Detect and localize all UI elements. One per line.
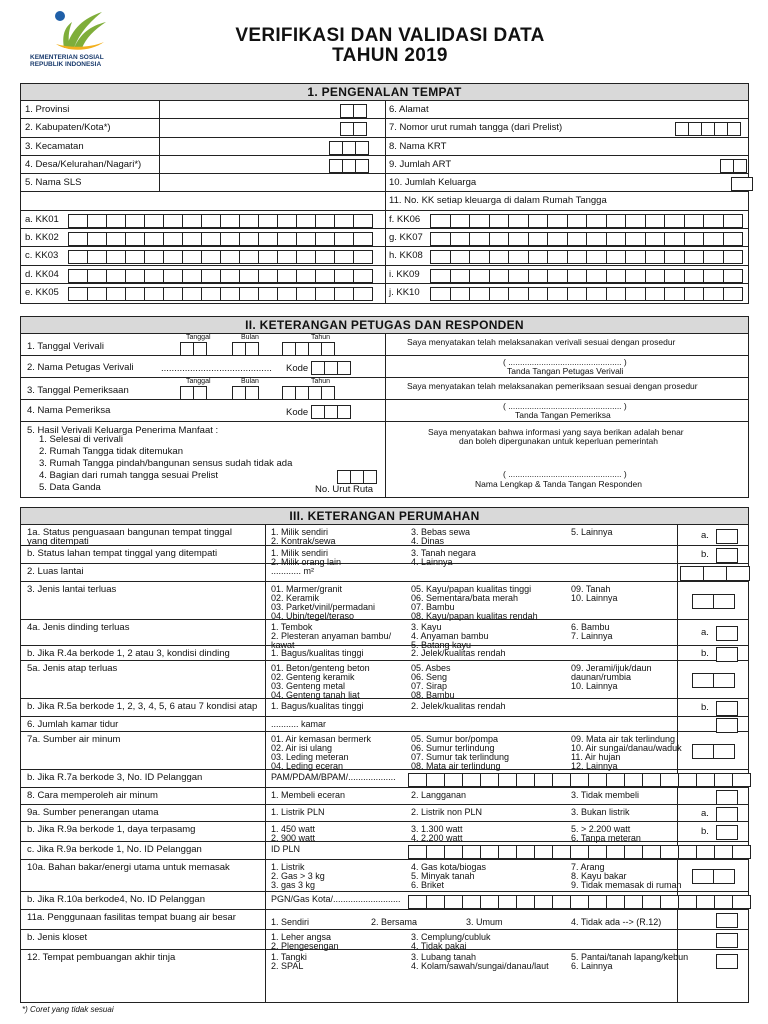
tahun-boxes[interactable] bbox=[283, 342, 335, 356]
s3-option: 08. Kayu/papan kualitas rendah bbox=[411, 611, 538, 621]
s3-option: 1. Bagus/kualitas tinggi bbox=[271, 701, 364, 711]
s3-option: 03. Leding meteran bbox=[271, 752, 349, 762]
label-desa: 4. Desa/Kelurahan/Nagari*) bbox=[25, 158, 142, 170]
tanggal-boxes[interactable] bbox=[181, 342, 207, 356]
s3-option: 06. Sementara/bata merah bbox=[411, 593, 519, 603]
label-tanggal: Tanggal bbox=[186, 334, 211, 341]
s3-option: 4. Kolam/sawah/sungai/danau/laut bbox=[411, 961, 549, 971]
signature-label-responden: Nama Lengkap & Tanda Tangan Responden bbox=[475, 479, 642, 489]
statement-responden-1: Saya menyatakan bahwa informasi yang saya berikan adalah benar bbox=[428, 427, 684, 437]
kk-label-right: g. KK07 bbox=[389, 232, 423, 244]
logo-text-line1: KEMENTERIAN SOSIAL bbox=[30, 54, 104, 61]
label-kecamatan: 3. Kecamatan bbox=[25, 140, 84, 152]
s3-option: 01. Marmer/granit bbox=[271, 584, 343, 594]
s3-option: 3. 1.300 watt bbox=[411, 824, 463, 834]
kk-label-left: c. KK03 bbox=[25, 250, 59, 262]
label-nomor-urut-rt: 7. Nomor urut rumah tangga (dari Prelist) bbox=[389, 122, 563, 134]
s3-option: 06. Sumur terlindung bbox=[411, 743, 495, 753]
label-nama-pemeriksa: 4. Nama Pemeriksa bbox=[27, 405, 111, 416]
s3-option: 09. Mata air tak terlindung bbox=[571, 734, 676, 744]
s3-option: 3. Cemplung/cubluk bbox=[411, 932, 491, 942]
kk-number-boxes-left[interactable] bbox=[69, 287, 373, 301]
label-tanggal-verivali: 1. Tanggal Verivali bbox=[27, 341, 104, 352]
kk-label-right: h. KK08 bbox=[389, 250, 423, 262]
label-hasil-verivali: 5. Hasil Verivali Keluarga Penerima Manfaat : bbox=[27, 425, 219, 436]
kk-number-boxes-right[interactable] bbox=[431, 232, 743, 246]
kk-number-boxes-left[interactable] bbox=[69, 250, 373, 264]
s3-option: 3. Tanah negara bbox=[411, 548, 476, 558]
kk-label-right: j. KK10 bbox=[389, 286, 420, 298]
bulan-pemeriksaan-boxes[interactable] bbox=[233, 386, 259, 400]
s3-option: 2. Listrik non PLN bbox=[411, 807, 483, 817]
s3-answer-boxes[interactable] bbox=[693, 673, 735, 688]
s3-answer-boxes[interactable] bbox=[717, 790, 738, 805]
s3-answer-key: b. bbox=[701, 702, 709, 713]
s3-option: 05. Asbes bbox=[411, 663, 451, 673]
s3-question: b. Jika R.4a berkode 1, 2 atau 3, kondisi dinding bbox=[27, 648, 230, 659]
s1-row bbox=[21, 101, 748, 119]
kk-label-right: i. KK09 bbox=[389, 268, 420, 280]
s3-option: ID PLN bbox=[271, 844, 301, 854]
kk-row bbox=[21, 211, 748, 229]
kk-label-left: e. KK05 bbox=[25, 286, 59, 298]
s3-option: 2. Kontrak/sewa bbox=[271, 536, 336, 546]
s3-option: 1. Tembok bbox=[271, 622, 313, 632]
label-bulan: Bulan bbox=[241, 334, 259, 341]
s3-question: 8. Cara memperoleh air minum bbox=[27, 790, 158, 801]
label-kode-pemeriksa: Kode bbox=[286, 407, 309, 418]
title-line2: TAHUN 2019 bbox=[332, 45, 448, 66]
kk-row bbox=[21, 266, 748, 284]
s3-option: 6. Lainnya bbox=[571, 961, 613, 971]
statement-pemeriksaan: Saya menyatakan telah melaksanakan pemeriksaan sesuai dengan prosedur bbox=[407, 381, 698, 391]
s3-option: 07. Sirap bbox=[411, 681, 448, 691]
s3-option: 7. Lainnya bbox=[571, 631, 613, 641]
hasil-option-4: 4. Bagian dari rumah tangga sesuai Prelist bbox=[39, 470, 219, 481]
label-kabupaten: 2. Kabupaten/Kota*) bbox=[25, 122, 111, 134]
section-3-title: III. KETERANGAN PERUMAHAN bbox=[21, 508, 748, 525]
label-tahun: Tahun bbox=[311, 334, 331, 341]
s3-answer-key: b. bbox=[701, 647, 709, 659]
title-line1: VERIFIKASI DAN VALIDASI DATA bbox=[235, 25, 545, 46]
kk-label-left: a. KK01 bbox=[25, 213, 59, 225]
s3-option: 07. Sumur tak terlindung bbox=[411, 752, 510, 762]
kk-number-boxes-left[interactable] bbox=[69, 232, 373, 246]
section-1-title: 1. PENGENALAN TEMPAT bbox=[21, 84, 748, 101]
s3-option: 02. Air isi ulang bbox=[271, 743, 333, 753]
s3-row bbox=[21, 661, 748, 699]
s1-row bbox=[21, 156, 748, 174]
kk-number-boxes-left[interactable] bbox=[69, 269, 373, 283]
s3-option: 10. Air sungai/danau/waduk bbox=[571, 743, 682, 753]
s3-option: 7. Arang bbox=[571, 862, 605, 872]
s2-row bbox=[21, 356, 748, 378]
s3-answer-boxes[interactable] bbox=[717, 647, 738, 662]
s3-option: 5. Minyak tanah bbox=[411, 871, 475, 881]
s3-row bbox=[21, 842, 748, 860]
s3-row bbox=[21, 805, 748, 822]
s3-option: 02. Genteng keramik bbox=[271, 672, 355, 682]
s3-question: 4a. Jenis dinding terluas bbox=[27, 622, 130, 633]
s3-option: 4. Gas kota/biogas bbox=[411, 862, 487, 872]
s3-row bbox=[21, 699, 748, 717]
s3-option: 2. Plesteran anyaman bambu/ bbox=[271, 631, 392, 641]
bulan-boxes[interactable] bbox=[233, 342, 259, 356]
s3-option: ............ m² bbox=[271, 566, 315, 576]
provinsi-code-boxes[interactable] bbox=[341, 104, 367, 118]
s3-row bbox=[21, 646, 748, 661]
s3-row bbox=[21, 525, 748, 546]
s3-option: 3. Tidak membeli bbox=[571, 790, 640, 800]
section-keterangan-petugas bbox=[20, 316, 749, 498]
kk-row bbox=[21, 284, 748, 302]
s3-answer-key: b. bbox=[701, 826, 709, 837]
s3-option: 05. Kayu/papan kualitas tinggi bbox=[411, 584, 532, 594]
s3-option: 11. Air hujan bbox=[571, 752, 621, 762]
s3-question: b. Status lahan tempat tinggal yang ditempati bbox=[27, 548, 218, 559]
s3-option: 08. Mata air terlindung bbox=[411, 761, 501, 771]
label-alamat: 6. Alamat bbox=[389, 104, 429, 115]
s3-option: PAM/PDAM/BPAM/................... bbox=[271, 772, 396, 782]
s3-option: 1. Milik sendiri bbox=[271, 548, 329, 558]
s3-option: 3. Umum bbox=[466, 917, 503, 927]
s3-question: c. Jika R.9a berkode 1, No. ID Pelanggan bbox=[27, 844, 202, 855]
s3-answer-boxes[interactable] bbox=[717, 701, 738, 716]
kabupaten-code-boxes[interactable] bbox=[341, 122, 367, 136]
jumlah-art-boxes[interactable] bbox=[721, 159, 747, 173]
s3-question: b. Jika R.5a berkode 1, 2, 3, 4, 5, 6 atau 7 kondisi atap bbox=[27, 701, 258, 712]
s3-answer-key: a. bbox=[701, 627, 709, 638]
logo-text-line2: REPUBLIK INDONESIA bbox=[30, 61, 102, 68]
tahun-pemeriksaan-boxes[interactable] bbox=[283, 386, 335, 400]
s3-row bbox=[21, 860, 748, 892]
s1-row bbox=[21, 174, 748, 192]
s3-option: 1. Leher angsa bbox=[271, 932, 332, 942]
s3-option: 3. Bebas sewa bbox=[411, 527, 471, 537]
signature-dots-responden[interactable]: ( ................................................ ) bbox=[503, 469, 627, 479]
s3-answer-boxes[interactable] bbox=[681, 566, 750, 581]
s3-answer-key: b. bbox=[701, 549, 709, 560]
label-no-urut-ruta: No. Urut Ruta bbox=[315, 484, 374, 495]
s3-option: 6. Tanpa meteran bbox=[571, 833, 641, 843]
s3-answer-boxes[interactable] bbox=[717, 807, 738, 822]
s3-option: 4. Lainnya bbox=[411, 557, 453, 567]
s3-option: 2. SPAL bbox=[271, 961, 304, 971]
s3-option: 2. Jelek/kualitas rendah bbox=[411, 701, 506, 711]
s3-option: 3. Bukan listrik bbox=[571, 807, 630, 817]
s3-option: 06. Seng bbox=[411, 672, 448, 682]
s3-option: 4. Tidak ada --> (R.12) bbox=[571, 917, 662, 927]
s3-option: 6. Briket bbox=[411, 880, 445, 890]
s3-option: 3. Lubang tanah bbox=[411, 952, 477, 962]
kk-number-boxes-right[interactable] bbox=[431, 214, 743, 228]
s3-answer-boxes[interactable] bbox=[717, 718, 738, 733]
kk-number-boxes-left[interactable] bbox=[69, 214, 373, 228]
s3-option: 03. Genteng metal bbox=[271, 681, 346, 691]
label-nama-krt: 8. Nama KRT bbox=[389, 140, 447, 152]
s3-option: 09. Tanah bbox=[571, 584, 611, 594]
label-no-kk: 11. No. KK setiap kleuarga di dalam Rumah Tangga bbox=[389, 195, 607, 207]
s3-option: PGN/Gas Kota/........................... bbox=[271, 894, 401, 904]
s3-answer-boxes[interactable] bbox=[717, 548, 738, 563]
s3-option: 5. Lainnya bbox=[571, 527, 613, 537]
hasil-option-3: 3. Rumah Tangga pindah/bangunan sensus sudah tidak ada bbox=[39, 458, 293, 469]
statement-verivali: Saya menyatakan telah melaksanakan verivali sesuai dengan prosedur bbox=[407, 337, 676, 347]
kecamatan-code-boxes[interactable] bbox=[330, 141, 369, 155]
s3-option: 4. Anyaman bambu bbox=[411, 631, 489, 641]
kemensos-logo bbox=[30, 8, 130, 68]
label-jumlah-keluarga: 10. Jumlah Keluarga bbox=[389, 177, 477, 189]
s3-option: 3. gas 3 kg bbox=[271, 880, 316, 890]
s3-option: 8. Kayu bakar bbox=[571, 871, 627, 881]
s3-row bbox=[21, 564, 748, 582]
s3-option: 2. Milik orang lain bbox=[271, 557, 342, 567]
s1-row bbox=[21, 192, 748, 210]
s3-option: 02. Keramik bbox=[271, 593, 320, 603]
s3-option: 10. Lainnya bbox=[571, 681, 618, 691]
tanggal-pemeriksaan-boxes[interactable] bbox=[181, 386, 207, 400]
s3-option: daunan/rumbia bbox=[571, 672, 632, 682]
s2-row-hasil bbox=[21, 422, 748, 498]
label-jumlah-art: 9. Jumlah ART bbox=[389, 158, 452, 170]
kk-label-left: d. KK04 bbox=[25, 268, 59, 280]
hasil-option-5: 5. Data Ganda bbox=[39, 482, 101, 493]
kk-number-boxes-right[interactable] bbox=[431, 287, 743, 301]
s3-answer-key: a. bbox=[701, 529, 709, 541]
kode-pemeriksa-boxes[interactable] bbox=[312, 405, 351, 419]
s3-answer-boxes[interactable] bbox=[693, 744, 735, 759]
s3-option: 05. Sumur bor/pompa bbox=[411, 734, 499, 744]
s3-question: b. Jika R.10a berkode4, No. ID Pelanggan bbox=[27, 894, 205, 905]
statement-responden-2: dan boleh dipergunakan untuk keperluan pemerintah bbox=[459, 436, 658, 446]
s3-question: 3. Jenis lantai terluas bbox=[27, 584, 117, 595]
s3-option: 1. Membeli eceran bbox=[271, 790, 346, 800]
s3-row bbox=[21, 620, 748, 650]
s1-row bbox=[21, 138, 748, 156]
kk-label-right: f. KK06 bbox=[389, 213, 421, 225]
s3-option: 5. Pantai/tanah lapang/kebun bbox=[571, 952, 689, 962]
label-tanggal-pemeriksaan: 3. Tanggal Pemeriksaan bbox=[27, 385, 129, 396]
s3-option: 01. Air kemasan bermerk bbox=[271, 734, 372, 744]
s3-option: 04. Genteng tanah liat bbox=[271, 690, 360, 700]
s3-option: 4. Tidak pakai bbox=[411, 941, 467, 951]
s3-option: 1. Milik sendiri bbox=[271, 527, 329, 537]
s3-option: 1. Tangki bbox=[271, 952, 307, 962]
s3-option: 1. Listrik PLN bbox=[271, 807, 325, 817]
s3-question: b. Jenis kloset bbox=[27, 932, 88, 943]
s3-option: 04. Ubin/tegel/teraso bbox=[271, 611, 355, 621]
s3-question: 6. Jumlah kamar tidur bbox=[27, 719, 119, 730]
s3-option: 2. Jelek/kualitas rendah bbox=[411, 648, 506, 658]
s3-option: 2. Bersama bbox=[371, 917, 418, 927]
s3-row bbox=[21, 892, 748, 910]
signature-label-petugas: Tanda Tangan Petugas Verivali bbox=[507, 366, 624, 376]
kk-label-left: b. KK02 bbox=[25, 232, 59, 244]
label-tanggal: Tanggal bbox=[186, 378, 211, 385]
s3-id-boxes[interactable] bbox=[409, 773, 751, 787]
s3-option: 9. Tidak memasak di rumah bbox=[571, 880, 682, 890]
label-provinsi: 1. Provinsi bbox=[25, 104, 70, 115]
form-title bbox=[140, 26, 640, 66]
s3-option: 07. Bambu bbox=[411, 602, 455, 612]
s3-option: 1. Bagus/kualitas tinggi bbox=[271, 648, 364, 658]
s3-question: 12. Tempat pembuangan akhir tinja bbox=[27, 952, 176, 963]
s3-id-boxes[interactable] bbox=[409, 895, 751, 909]
desa-code-boxes[interactable] bbox=[330, 159, 369, 173]
section-pengenalan-tempat bbox=[20, 83, 749, 304]
s2-row bbox=[21, 334, 748, 356]
section-2-title: II. KETERANGAN PETUGAS DAN RESPONDEN bbox=[21, 317, 748, 334]
s3-question: 9a. Sumber penerangan utama bbox=[27, 807, 159, 818]
s3-option: 2. Plengesengan bbox=[271, 941, 339, 951]
s3-row bbox=[21, 910, 748, 930]
s3-answer-boxes[interactable] bbox=[717, 954, 738, 969]
s3-row bbox=[21, 950, 748, 972]
s3-question: 10a. Bahan bakar/energi utama untuk memasak bbox=[27, 862, 230, 873]
s3-id-boxes[interactable] bbox=[409, 845, 751, 859]
label-bulan: Bulan bbox=[241, 378, 259, 385]
s3-option: 2. Gas > 3 kg bbox=[271, 871, 325, 881]
s3-row bbox=[21, 930, 748, 950]
s3-option: 01. Beton/genteng beton bbox=[271, 663, 370, 673]
s3-question: b. Jika R.7a berkode 3, No. ID Pelanggan bbox=[27, 772, 203, 783]
s3-question: 1a. Status penguasaan bangunan tempat tinggal bbox=[27, 527, 232, 538]
s3-option: 12. Lainnya bbox=[571, 761, 618, 771]
kk-row bbox=[21, 247, 748, 265]
kk-number-boxes-right[interactable] bbox=[431, 250, 743, 264]
section-keterangan-perumahan bbox=[20, 507, 749, 1003]
s3-option: 08. Bambu bbox=[411, 690, 455, 700]
jumlah-keluarga-boxes[interactable] bbox=[732, 177, 753, 191]
s3-option: 5. > 2.200 watt bbox=[571, 824, 631, 834]
s3-option: 3. Kayu bbox=[411, 622, 442, 632]
label-nama-sls: 5. Nama SLS bbox=[25, 177, 82, 189]
s2-row bbox=[21, 378, 748, 400]
s3-question: b. Jika R.9a berkode 1, daya terpasamg bbox=[27, 824, 196, 835]
s3-option: 4. Dinas bbox=[411, 536, 445, 546]
kk-number-boxes-right[interactable] bbox=[431, 269, 743, 283]
s3-answer-boxes[interactable] bbox=[717, 825, 738, 840]
s3-option: kawat bbox=[271, 640, 295, 650]
no-urut-ruta-boxes[interactable] bbox=[351, 470, 377, 484]
s3-row bbox=[21, 582, 748, 620]
s3-answer-boxes[interactable] bbox=[693, 869, 735, 884]
s3-answer-boxes[interactable] bbox=[717, 529, 738, 544]
s3-option: 1. 450 watt bbox=[271, 824, 316, 834]
footnote: *) Coret yang tidak sesuai bbox=[22, 1005, 114, 1014]
s3-option: 2. 900 watt bbox=[271, 833, 316, 843]
s3-answer-boxes[interactable] bbox=[693, 594, 735, 609]
s3-option: 6. Bambu bbox=[571, 622, 610, 632]
s3-answer-boxes[interactable] bbox=[717, 626, 738, 641]
s3-option: 1. Listrik bbox=[271, 862, 305, 872]
signature-label-pemeriksa: Tanda Tangan Pemeriksa bbox=[515, 410, 611, 420]
s3-answer-boxes[interactable] bbox=[717, 913, 738, 928]
s3-answer-boxes[interactable] bbox=[717, 933, 738, 948]
s3-question: 2. Luas lantai bbox=[27, 566, 84, 577]
s3-row bbox=[21, 770, 748, 788]
kode-petugas-boxes[interactable] bbox=[312, 361, 351, 375]
s1-row bbox=[21, 119, 748, 137]
s3-answer-key: a. bbox=[701, 807, 709, 819]
label-nama-petugas: 2. Nama Petugas Verivali bbox=[27, 362, 134, 373]
s2-row bbox=[21, 400, 748, 422]
s3-option: 2. Langganan bbox=[411, 790, 467, 800]
s3-option: ........... kamar bbox=[271, 719, 327, 729]
hasil-option-1: 1. Selesai di verivali bbox=[39, 434, 123, 445]
label-kode-petugas: Kode bbox=[286, 363, 309, 374]
nomor-urut-rt-boxes[interactable] bbox=[676, 122, 741, 136]
s3-option: 04. Leding eceran bbox=[271, 761, 344, 771]
s3-option: 4. 2.200 watt bbox=[411, 833, 463, 843]
s3-row bbox=[21, 717, 748, 732]
s3-row bbox=[21, 546, 748, 567]
s3-question: 5a. Jenis atap terluas bbox=[27, 663, 118, 674]
s3-row bbox=[21, 732, 748, 770]
s3-option: 03. Parket/vinil/permadani bbox=[271, 602, 376, 612]
s3-row bbox=[21, 788, 748, 805]
kk-row bbox=[21, 229, 748, 247]
s3-question: 11a. Penggunaan fasilitas tempat buang air besar bbox=[27, 912, 236, 923]
s3-option: 09. Jerami/ijuk/daun bbox=[571, 663, 652, 673]
nama-petugas-dots[interactable]: .......................................... bbox=[161, 363, 272, 374]
s3-option: 1. Sendiri bbox=[271, 917, 310, 927]
s3-option: 10. Lainnya bbox=[571, 593, 618, 603]
hasil-option-2: 2. Rumah Tangga tidak ditemukan bbox=[39, 446, 183, 457]
s3-question: yang ditempati bbox=[27, 536, 89, 547]
label-tahun: Tahun bbox=[311, 378, 331, 385]
kemensos-emblem-icon bbox=[50, 8, 110, 54]
signature-dots-petugas[interactable]: ( ................................................ ) bbox=[503, 357, 627, 367]
s3-row bbox=[21, 822, 748, 842]
signature-dots-pemeriksa[interactable]: ( ................................................ ) bbox=[503, 401, 627, 411]
s3-question: 7a. Sumber air minum bbox=[27, 734, 121, 745]
s3-option: 5. Batang kayu bbox=[411, 640, 472, 650]
